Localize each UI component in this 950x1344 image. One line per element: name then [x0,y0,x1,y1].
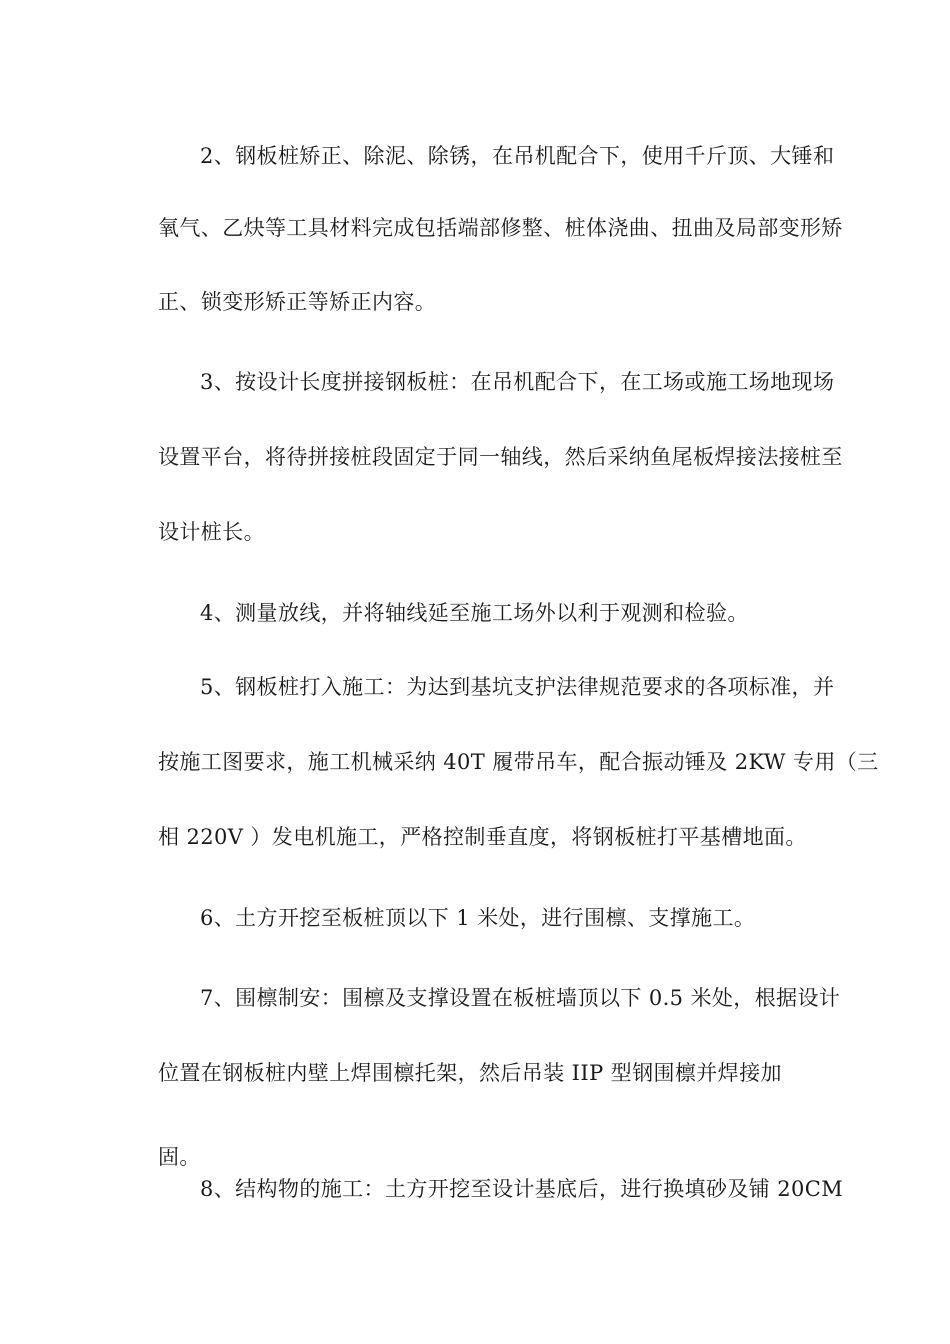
paragraph-3-line-1: 3、按设计长度拼接钢板桩：在吊机配合下，在工场或施工场地现场 [200,370,835,394]
paragraph-8-line-1: 8、结构物的施工：土方开挖至设计基底后，进行换填砂及铺 20CM [200,1177,844,1201]
paragraph-7-line-2: 位置在钢板桩内壁上焊围檩托架，然后吊装 IIP 型钢围檩并焊接加 [158,1061,782,1085]
paragraph-2-line-3: 正、锁变形矫正等矫正内容。 [158,290,437,314]
paragraph-6-line-1: 6、土方开挖至板桩顶以下 1 米处，进行围檩、支撑施工。 [200,906,756,930]
paragraph-2-line-2: 氧气、乙炔等工具材料完成包括端部修整、桩体浇曲、扭曲及局部变形矫 [158,216,843,240]
paragraph-5-line-1: 5、钢板桩打入施工：为达到基坑支护法律规范要求的各项标准，并 [200,675,835,699]
paragraph-4-line-1: 4、测量放线，并将轴线延至施工场外以利于观测和检验。 [200,601,749,625]
paragraph-5-line-2: 按施工图要求，施工机械采纳 40T 履带吊车，配合振动锤及 2KW 专用（三 [158,750,879,774]
paragraph-2-line-1: 2、钢板桩矫正、除泥、除锈，在吊机配合下，使用千斤顶、大锤和 [200,144,835,168]
paragraph-7-line-1: 7、围檩制安：围檩及支撑设置在板桩墙顶以下 0.5 米处，根据设计 [200,986,841,1010]
paragraph-7-line-3: 固。 [158,1145,201,1169]
paragraph-3-line-2: 设置平台，将待拼接桩段固定于同一轴线，然后采纳鱼尾板焊接法接桩至 [158,445,843,469]
paragraph-5-line-3: 相 220V ）发电机施工，严格控制垂直度，将钢板桩打平基槽地面。 [158,825,807,849]
paragraph-3-line-3: 设计桩长。 [158,520,265,544]
